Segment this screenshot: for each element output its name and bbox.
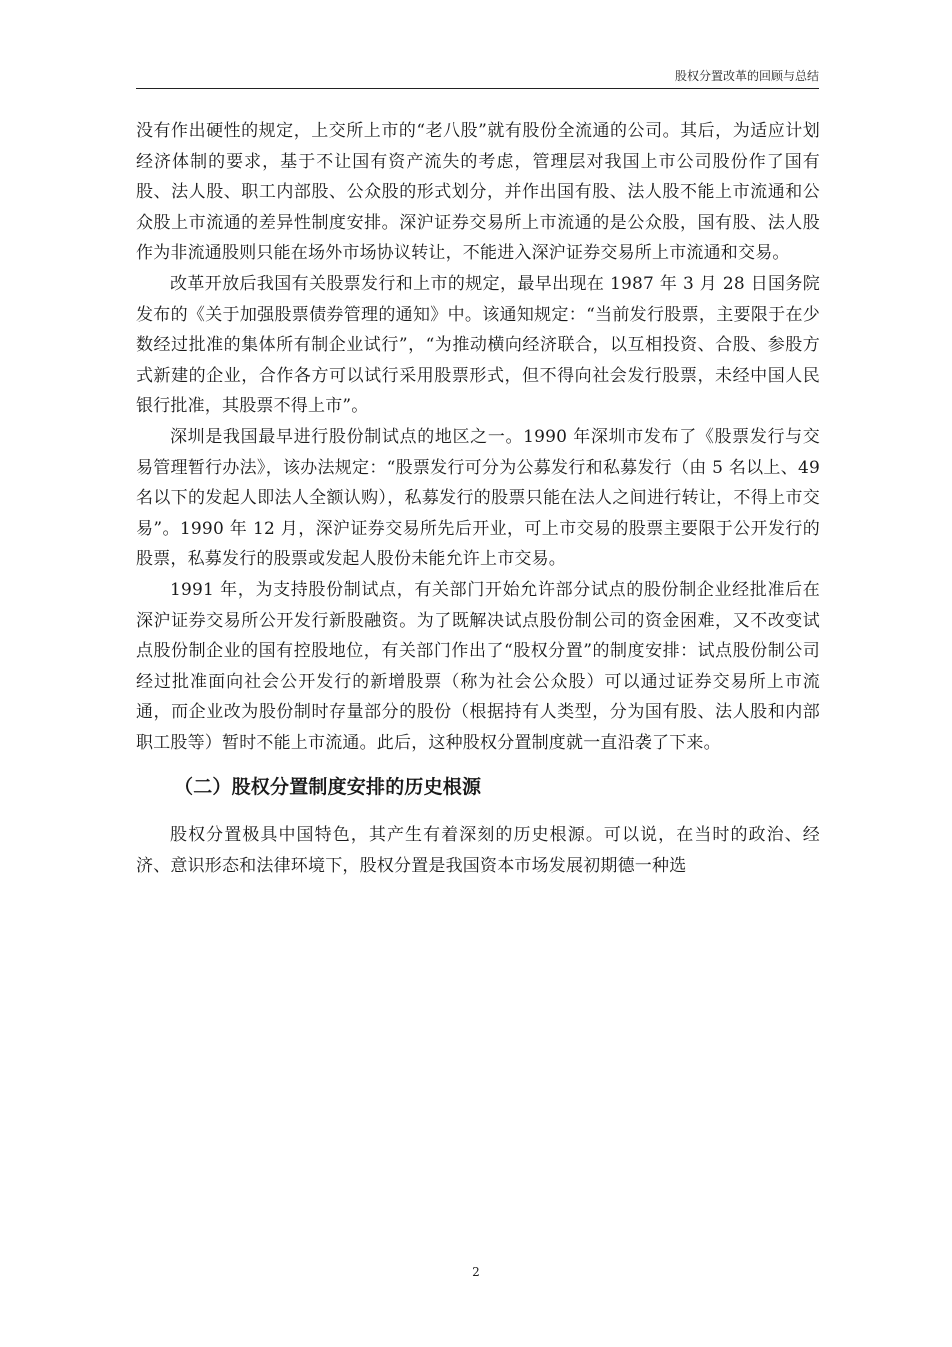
body-paragraph-1987-notice: 改革开放后我国有关股票发行和上市的规定，最早出现在 1987 年 3 月 28 日国务院发布的《关于加强股票债券管理的通知》中。该通知规定：“当前发行股票，主要限于在少数经过批准的集体所有制企业试行”，“为推动横向经济联合，以互相投资、合股、参股方式新建的企业，合作各方可以试行采用股票形式，但不得向社会发行股票，未经中国人民银行批准，其股票不得上市”。 (136, 273, 820, 417)
running-header (136, 66, 819, 89)
body-paragraph-shenzhen: 深圳是我国最早进行股份制试点的地区之一。1990 年深圳市发布了《股票发行与交易管理暂行办法》，该办法规定：“股票发行可分为公募发行和私募发行（由 5 名以上、49 名以下的发起人即法人全额认购），私募发行的股票只能在法人之间进行转让，不得上市交易”。1990 年 12 月，深沪证券交易所先后开业，可上市交易的股票主要限于公开发行的股票，私募发行的股票或发起人股份未能允许上市交易。 (136, 426, 820, 570)
page-number: 2 (472, 1265, 480, 1279)
section-paragraph: 股权分置极具中国特色，其产生有着深刻的历史根源。可以说，在当时的政治、经济、意识形态和法律环境下，股权分置是我国资本市场发展初期德一种选 (136, 825, 820, 877)
section-heading: （二）股权分置制度安排的历史根源 (174, 776, 482, 799)
header-title: 股权分置改革的回顾与总结 (674, 69, 819, 83)
body-paragraph-continued: 没有作出硬性的规定，上交所上市的“老八股”就有股份全流通的公司。其后，为适应计划经济体制的要求，基于不让国有资产流失的考虑，管理层对我国上市公司股份作了国有股、法人股、职工内部股、公众股的形式划分，并作出国有股、法人股不能上市流通和公众股上市流通的差异性制度安排。深沪证券交易所上市流通的是公众股，国有股、法人股作为非流通股则只能在场外市场协议转让，不能进入深沪证券交易所上市流通和交易。 (136, 121, 820, 264)
page-body (136, 116, 820, 882)
body-paragraph-1991: 1991 年，为支持股份制试点，有关部门开始允许部分试点的股份制企业经批准后在深沪证券交易所公开发行新股融资。为了既解决试点股份制公司的资金困难，又不改变试点股份制企业的国有控股地位，有关部门作出了“股权分置”的制度安排：试点股份制公司经过批准面向社会公开发行的新增股票（称为社会公众股）可以通过证券交易所上市流通，而企业改为股份制时存量部分的股份（根据持有人类型，分为国有股、法人股和内部职工股等）暂时不能上市流通。此后，这种股权分置制度就一直沿袭了下来。 (136, 579, 820, 753)
